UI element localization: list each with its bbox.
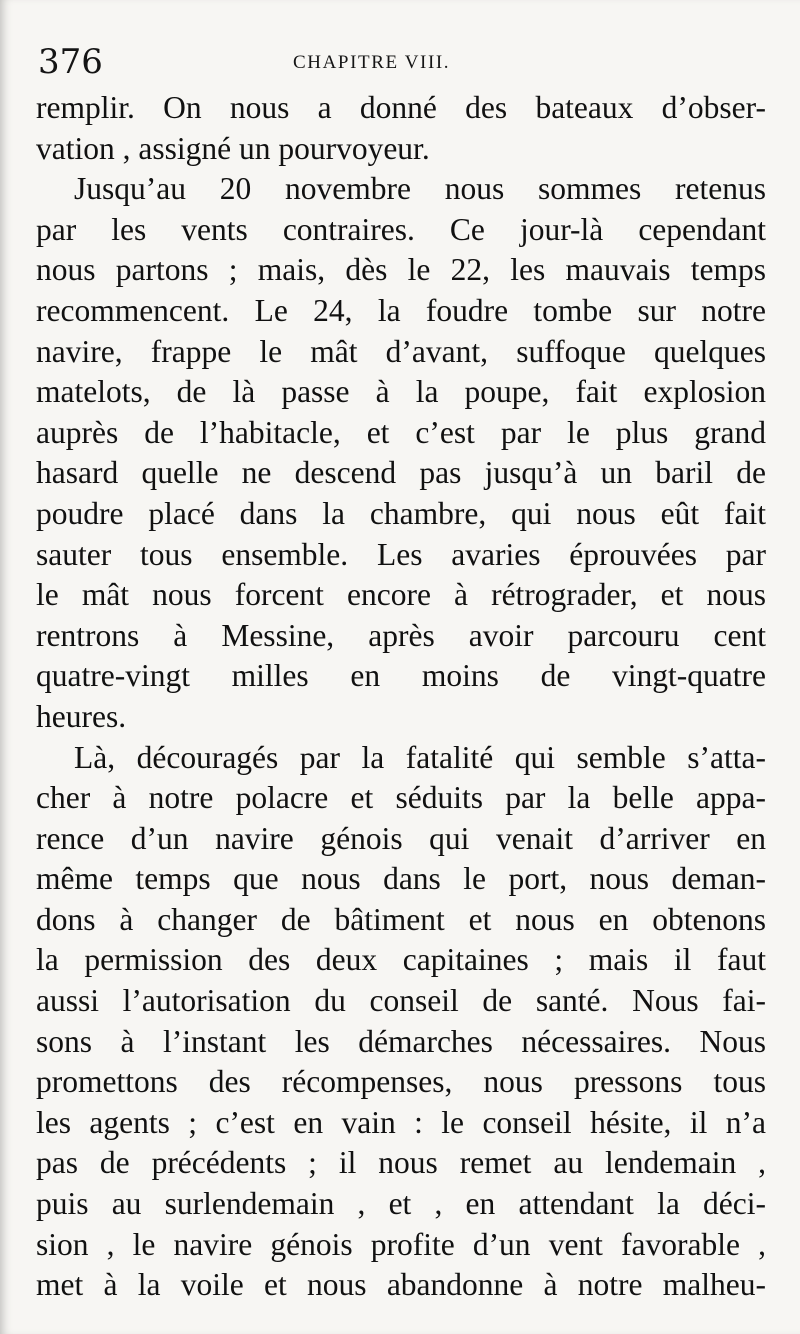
text-line: rentrons à Messine, après avoir parcouru cent: [36, 617, 766, 653]
running-head: CHAPITRE VIII.: [293, 52, 451, 73]
page-number: 376: [38, 42, 103, 82]
text-line: recommencent. Le 24, la foudre tombe sur notre: [36, 292, 766, 328]
text-line: même temps que nous dans le port, nous deman-: [36, 861, 766, 897]
text-line: poudre placé dans la chambre, qui nous eût fait: [36, 495, 766, 531]
text-line: par les vents contraires. Ce jour-là cependant: [36, 211, 766, 247]
text-line: cher à notre polacre et séduits par la belle appa-: [36, 780, 766, 816]
page-header: [38, 40, 758, 90]
text-line: quatre-vingt milles en moins de vingt-quatre: [36, 658, 766, 694]
text-line: navire, frappe le mât d’avant, suffoque quelques: [36, 333, 766, 369]
text-line: matelots, de là passe à la poupe, fait explosion: [36, 374, 766, 410]
paragraph-start-line: Là, découragés par la fatalité qui semble s’atta-: [74, 739, 766, 775]
text-line: vation , assigné un pourvoyeur.: [36, 130, 430, 166]
paragraph-start-line: Jusqu’au 20 novembre nous sommes retenus: [74, 171, 766, 207]
text-line: auprès de l’habitacle, et c’est par le plus grand: [36, 414, 766, 450]
body-text: [36, 88, 766, 1306]
text-line: aussi l’autorisation du conseil de santé. Nous fai-: [36, 983, 766, 1019]
text-line: sion , le navire génois profite d’un vent favorable ,: [36, 1226, 766, 1262]
text-line: la permission des deux capitaines ; mais il faut: [36, 942, 766, 978]
text-line: les agents ; c’est en vain : le conseil hésite, il n’a: [36, 1104, 766, 1140]
text-line: rence d’un navire génois qui venait d’arriver en: [36, 820, 766, 856]
text-line: promettons des récompenses, nous pressons tous: [36, 1064, 766, 1100]
text-line: le mât nous forcent encore à rétrograder, et nous: [36, 577, 766, 613]
text-line: met à la voile et nous abandonne à notre malheu-: [36, 1267, 766, 1303]
text-line: nous partons ; mais, dès le 22, les mauvais temps: [36, 252, 766, 288]
text-line: hasard quelle ne descend pas jusqu’à un baril de: [36, 455, 766, 491]
text-line: pas de précédents ; il nous remet au lendemain ,: [36, 1145, 766, 1181]
text-line: heures.: [36, 698, 127, 734]
text-line: remplir. On nous a donné des bateaux d’obser-: [36, 90, 766, 125]
text-line: sons à l’instant les démarches nécessaires. Nous: [36, 1023, 766, 1059]
text-line: dons à changer de bâtiment et nous en obtenons: [36, 901, 766, 937]
text-line: sauter tous ensemble. Les avaries éprouvées par: [36, 536, 766, 572]
text-line: puis au surlendemain , et , en attendant la déci-: [36, 1186, 766, 1222]
